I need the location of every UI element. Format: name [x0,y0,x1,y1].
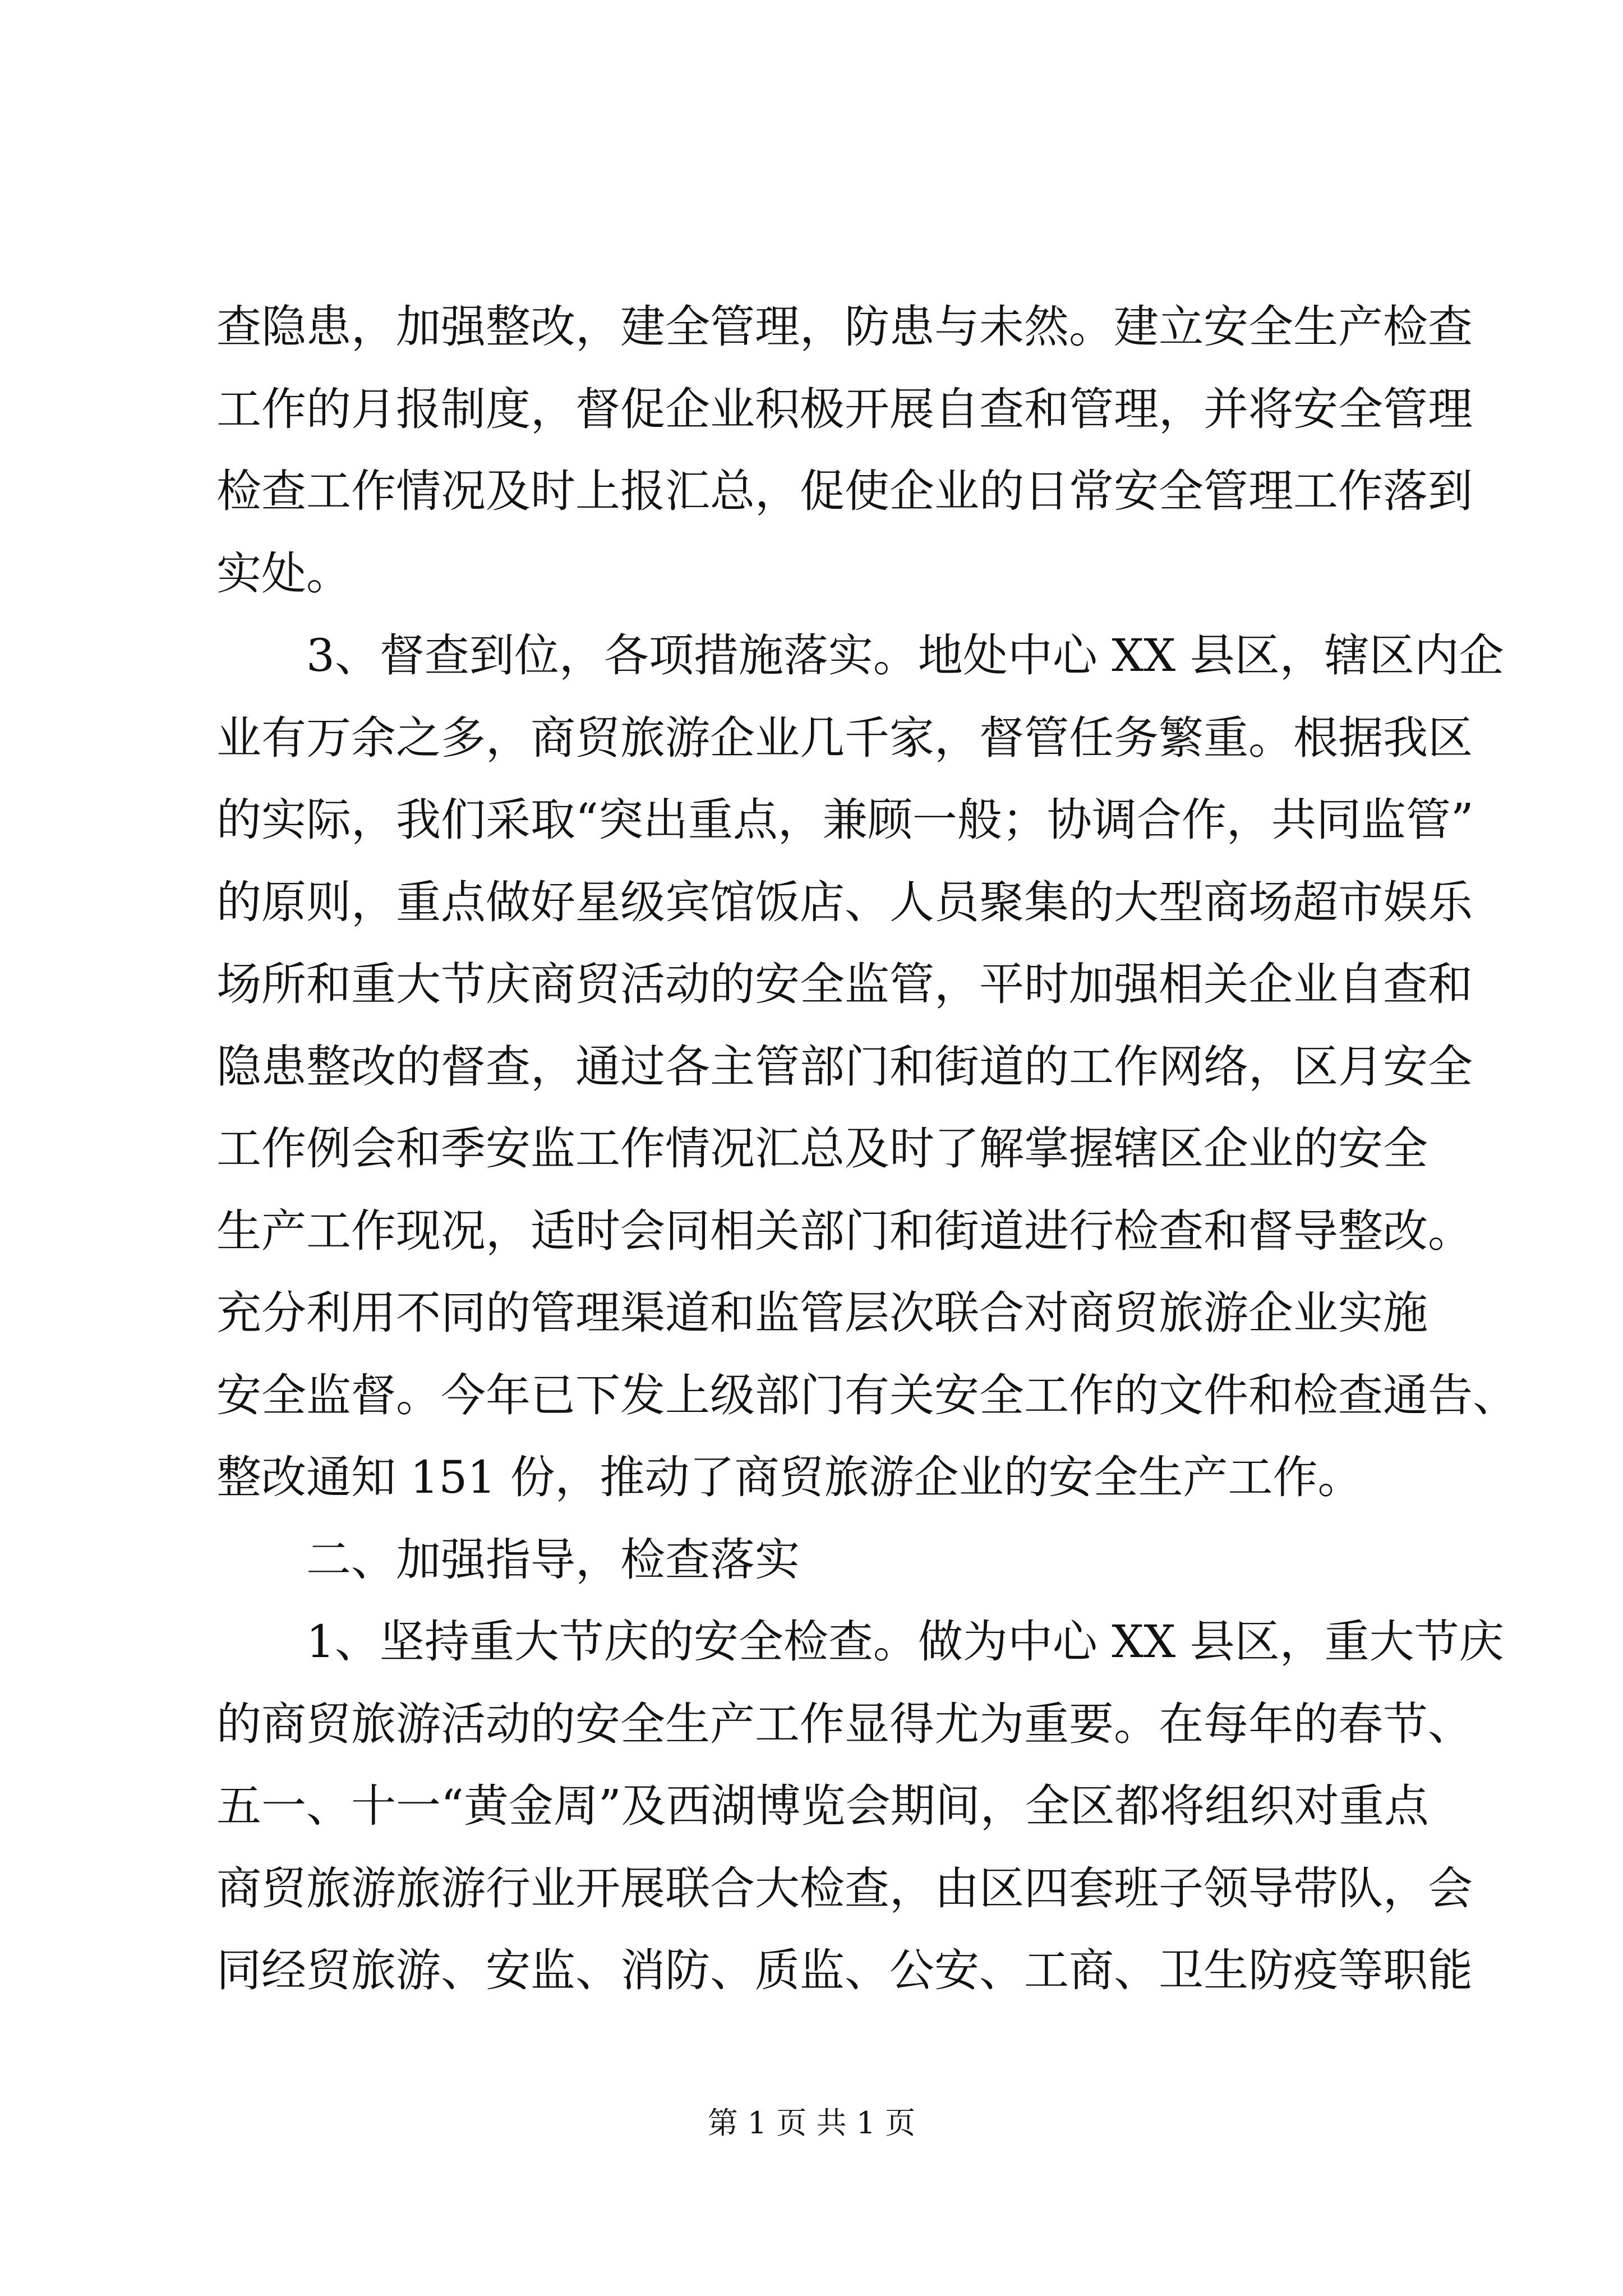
text-line: 的实际，我们采取“突出重点，兼顾一般；协调合作，共同监管” [216,794,1474,846]
text-line: 的原则，重点做好星级宾馆饭店、人员聚集的大型商场超市娱乐 [216,876,1473,928]
text-line: 实处。 [216,547,351,600]
text-line: 查隐患，加强整改，建全管理，防患与未然。建立安全生产检查 [216,301,1473,353]
text-line: 工作例会和季安监工作情况汇总及时了解掌握辖区企业的安全 [216,1122,1428,1175]
text-line: 业有万余之多，商贸旅游企业几千家，督管任务繁重。根据我区 [216,711,1473,764]
text-line: 检查工作情况及时上报汇总，促使企业的日常安全管理工作落到 [216,465,1473,517]
text-line: 生产工作现况，适时会同相关部门和街道进行检查和督导整改。 [216,1204,1473,1257]
document-body [216,286,1518,2012]
text-line: 商贸旅游旅游行业开展联合大检查，由区四套班子领导带队，会 [216,1862,1473,1915]
text-line: 充分利用不同的管理渠道和监管层次联合对商贸旅游企业实施 [216,1287,1428,1339]
text-line: 场所和重大节庆商贸活动的安全监管，平时加强相关企业自查和 [216,958,1473,1010]
text-line: 隐患整改的督查，通过各主管部门和街道的工作网络，区月安全 [216,1040,1473,1093]
page-number-footer: 第 1 页 共 1 页 [707,2105,916,2141]
text-line: 安全监督。今年已下发上级部门有关安全工作的文件和检查通告、 [216,1369,1518,1421]
paragraph-first-line: 3、督查到位，各项措施落实。地处中心 XX 县区，辖区内企 [306,629,1504,682]
section-heading: 二、加强指导，检查落实 [306,1533,800,1586]
paragraph-first-line: 1、坚持重大节庆的安全检查。做为中心 XX 县区，重大节庆 [306,1616,1504,1668]
text-line: 五一、十一“黄金周”及西湖博览会期间，全区都将组织对重点 [216,1780,1429,1832]
text-line: 整改通知 151 份，推动了商贸旅游企业的安全生产工作。 [216,1451,1363,1503]
text-line: 的商贸旅游活动的安全生产工作显得尤为重要。在每年的春节、 [216,1697,1473,1750]
text-line: 工作的月报制度，督促企业积极开展自查和管理，并将安全管理 [216,383,1473,435]
text-line: 同经贸旅游、安监、消防、质监、公安、工商、卫生防疫等职能 [216,1944,1473,1996]
